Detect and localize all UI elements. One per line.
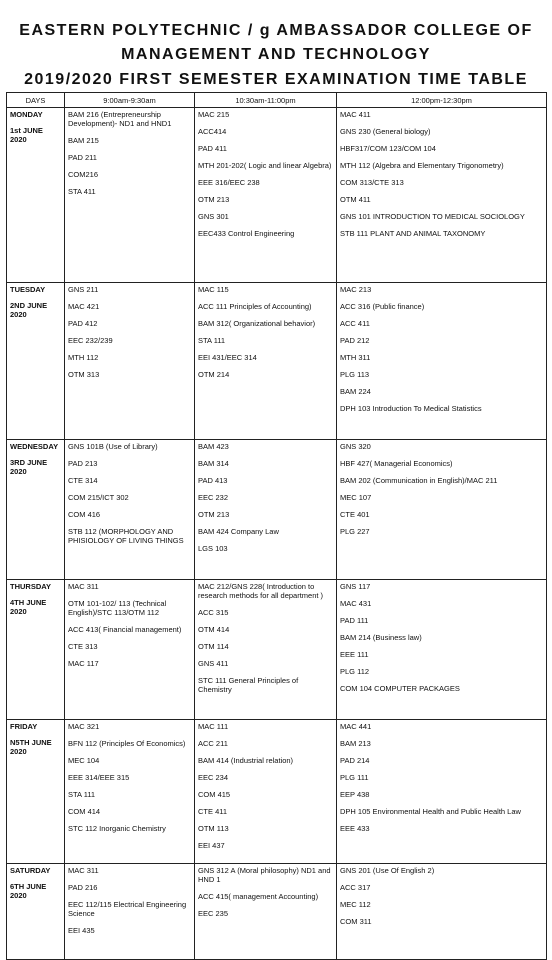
course-entry: BAM 312( Organizational behavior) (198, 319, 316, 328)
course-entry: COM 104 COMPUTER PACKAGES (340, 684, 460, 693)
slot-cell (65, 108, 195, 283)
course-entry: CTE 314 (68, 476, 98, 485)
title-line-3: 2019/2020 FIRST SEMESTER EXAMINATION TIME TABLE (24, 71, 528, 88)
course-entry: MAC 311 (68, 582, 99, 591)
slot-cell (65, 440, 195, 580)
course-entry: ACC 317 (340, 883, 371, 892)
course-entry: OTM 213 (198, 510, 230, 519)
course-entry: CTE 401 (340, 510, 370, 519)
course-entry: LGS 103 (198, 544, 228, 553)
course-entry: EEE 316/EEC 238 (198, 178, 260, 187)
course-entry: EEC 232/239 (68, 336, 113, 345)
course-entry: BAM 423 (198, 442, 229, 451)
course-entry: ACC 111 Principles of Accounting) (198, 302, 312, 311)
course-entry: STB 111 PLANT AND ANIMAL TAXONOMY (340, 229, 486, 238)
course-entry: COM 311 (340, 917, 372, 926)
course-entry: BFN 112 (Principles Of Economics) (68, 739, 186, 748)
course-entry: BAM 214 (Business law) (340, 633, 422, 642)
title-line-2: MANAGEMENT AND TECHNOLOGY (121, 46, 431, 63)
course-entry: GNS 101 INTRODUCTION TO MEDICAL SOCIOLOGY (340, 212, 525, 221)
course-entry: EEE 111 (340, 650, 369, 659)
course-entry: PLG 112 (340, 667, 370, 676)
course-entry: CTE 411 (198, 807, 228, 816)
slot-cell (337, 720, 547, 864)
course-entry: STC 112 Inorganic Chemistry (68, 824, 166, 833)
course-entry: PAD 211 (68, 153, 97, 162)
course-entry: DPH 103 Introduction To Medical Statistics (340, 404, 482, 413)
course-entry: MAC 215 (198, 110, 230, 119)
course-entry: EEC 234 (198, 773, 229, 782)
course-entry: PAD 412 (68, 319, 98, 328)
course-entry: EEI 431/EEC 314 (198, 353, 257, 362)
table-row (7, 440, 547, 580)
course-entry: MTH 112 (Algebra and Elementary Trigonometry) (340, 161, 504, 170)
day-name: FRIDAY (10, 722, 38, 731)
day-cell (7, 283, 65, 440)
slot-cell (195, 108, 337, 283)
slot-cell (195, 440, 337, 580)
course-entry: GNS 301 (198, 212, 229, 221)
course-entry: COM216 (68, 170, 99, 179)
day-name: THURSDAY (10, 582, 51, 591)
column-header-days: DAYS (7, 93, 65, 108)
course-entry: MAC 421 (68, 302, 100, 311)
exam-timetable (6, 92, 547, 960)
day-date: 4TH JUNE 2020 (10, 598, 47, 616)
course-entry: PLG 113 (340, 370, 370, 379)
course-entry: OTM 114 (198, 642, 229, 651)
course-entry: OTM 214 (198, 370, 230, 379)
course-entry: MTH 112 (68, 353, 99, 362)
course-entry: STB 112 (MORPHOLOGY AND PHISIOLOGY OF LIVING THINGS (68, 527, 184, 545)
slot-cell (195, 283, 337, 440)
slot-cell (337, 440, 547, 580)
course-entry: HBF317/COM 123/COM 104 (340, 144, 436, 153)
course-entry: BAM 215 (68, 136, 99, 145)
day-cell (7, 864, 65, 960)
table-row (7, 864, 547, 960)
day-name: WEDNESDAY (10, 442, 59, 451)
course-entry: ACC 316 (Public finance) (340, 302, 425, 311)
day-cell (7, 108, 65, 283)
course-entry: MAC 117 (68, 659, 99, 668)
course-entry: GNS 411 (198, 659, 229, 668)
course-entry: EEC 112/115 Electrical Engineering Science (68, 900, 187, 918)
course-entry: BAM 202 (Communication in English)/MAC 211 (340, 476, 498, 485)
table-row (7, 720, 547, 864)
course-entry: COM 215/ICT 302 (68, 493, 129, 502)
course-entry: GNS 230 (General biology) (340, 127, 431, 136)
day-date: 2ND JUNE 2020 (10, 301, 48, 319)
course-entry: ACC 415( management Accounting) (198, 892, 319, 901)
course-entry: EEC 235 (198, 909, 229, 918)
course-entry: BAM 213 (340, 739, 371, 748)
course-entry: ACC 315 (198, 608, 229, 617)
course-entry: PLG 227 (340, 527, 370, 536)
day-date: 6TH JUNE 2020 (10, 882, 47, 900)
course-entry: OTM 213 (198, 195, 230, 204)
table-row (7, 108, 547, 283)
course-entry: STA 111 (68, 790, 96, 799)
slot-cell (195, 720, 337, 864)
slot-cell (65, 283, 195, 440)
course-entry: MTH 201-202( Logic and linear Algebra) (198, 161, 332, 170)
day-cell (7, 580, 65, 720)
course-entry: EEC 232 (198, 493, 229, 502)
slot-cell (337, 580, 547, 720)
course-entry: PAD 413 (198, 476, 228, 485)
course-entry: CTE 313 (68, 642, 98, 651)
day-name: TUESDAY (10, 285, 46, 294)
course-entry: MAC 212/GNS 228( Introduction to research methods for all department ) (198, 582, 324, 600)
course-entry: STA 111 (198, 336, 226, 345)
timetable-body (7, 108, 547, 960)
course-entry: ACC414 (198, 127, 227, 136)
course-entry: COM 416 (68, 510, 101, 519)
course-entry: GNS 201 (Use Of English 2) (340, 866, 435, 875)
course-entry: MEC 104 (68, 756, 100, 765)
slot-cell (337, 283, 547, 440)
slot-cell (65, 580, 195, 720)
course-entry: GNS 320 (340, 442, 371, 451)
course-entry: PAD 216 (68, 883, 98, 892)
course-entry: MEC 112 (340, 900, 371, 909)
table-row (7, 283, 547, 440)
header-row (7, 93, 547, 108)
day-date: 1st JUNE 2020 (10, 126, 43, 144)
course-entry: PAD 214 (340, 756, 370, 765)
slot-cell (65, 720, 195, 864)
slot-cell (195, 864, 337, 960)
column-header-slot-3: 12:00pm-12:30pm (337, 93, 547, 108)
course-entry: MAC 431 (340, 599, 372, 608)
course-entry: HBF 427( Managerial Economics) (340, 459, 453, 468)
course-entry: PLG 111 (340, 773, 369, 782)
course-entry: ACC 211 (198, 739, 228, 748)
course-entry: GNS 211 (68, 285, 99, 294)
slot-cell (195, 580, 337, 720)
course-entry: ACC 413( Financial management) (68, 625, 182, 634)
course-entry: MAC 115 (198, 285, 229, 294)
day-cell (7, 720, 65, 864)
course-entry: MAC 111 (198, 722, 229, 731)
day-name: SATURDAY (10, 866, 51, 875)
course-entry: ACC 411 (340, 319, 370, 328)
slot-cell (337, 108, 547, 283)
course-entry: OTM 113 (198, 824, 229, 833)
column-header-slot-1: 9:00am-9:30am (65, 93, 195, 108)
course-entry: EEP 438 (340, 790, 370, 799)
day-cell (7, 440, 65, 580)
course-entry: PAD 411 (198, 144, 227, 153)
course-entry: EEI 437 (198, 841, 225, 850)
course-entry: PAD 213 (68, 459, 98, 468)
course-entry: BAM 414 (Industrial relation) (198, 756, 294, 765)
slot-cell (337, 864, 547, 960)
course-entry: STA 411 (68, 187, 96, 196)
course-entry: BAM 216 (Entrepreneurship Development)- ND1 and HND1 (68, 110, 172, 128)
course-entry: PAD 111 (340, 616, 369, 625)
course-entry: MAC 411 (340, 110, 371, 119)
course-entry: MAC 441 (340, 722, 372, 731)
course-entry: EEE 314/EEE 315 (68, 773, 130, 782)
course-entry: MEC 107 (340, 493, 372, 502)
course-entry: OTM 313 (68, 370, 100, 379)
course-entry: GNS 117 (340, 582, 371, 591)
course-entry: COM 415 (198, 790, 231, 799)
course-entry: EEC433 Control Engineering (198, 229, 295, 238)
course-entry: BAM 314 (198, 459, 229, 468)
day-date: N5TH JUNE 2020 (10, 738, 52, 756)
course-entry: COM 313/CTE 313 (340, 178, 404, 187)
title-line-1: EASTERN POLYTECHNIC / g AMBASSADOR COLLEGE OF (19, 22, 533, 39)
table-row (7, 580, 547, 720)
course-entry: EEE 433 (340, 824, 370, 833)
day-name: MONDAY (10, 110, 43, 119)
course-entry: MAC 311 (68, 866, 99, 875)
course-entry: PAD 212 (340, 336, 370, 345)
course-entry: EEI 435 (68, 926, 95, 935)
column-header-slot-2: 10:30am-11:00pm (195, 93, 337, 108)
course-entry: STC 111 General Principles of Chemistry (198, 676, 299, 694)
course-entry: OTM 414 (198, 625, 230, 634)
course-entry: OTM 101-102/ 113 (Technical English)/STC 113/OTM 112 (68, 599, 167, 617)
slot-cell (65, 864, 195, 960)
course-entry: MAC 321 (68, 722, 100, 731)
course-entry: BAM 424 Company Law (198, 527, 279, 536)
course-entry: MAC 213 (340, 285, 372, 294)
course-entry: GNS 101B (Use of Library) (68, 442, 158, 451)
course-entry: BAM 224 (340, 387, 371, 396)
day-date: 3RD JUNE 2020 (10, 458, 48, 476)
course-entry: GNS 312 A (Moral philosophy) ND1 and HND 1 (198, 866, 331, 884)
course-entry: OTM 411 (340, 195, 371, 204)
course-entry: DPH 105 Environmental Health and Public Health Law (340, 807, 521, 816)
course-entry: MTH 311 (340, 353, 371, 362)
course-entry: COM 414 (68, 807, 101, 816)
